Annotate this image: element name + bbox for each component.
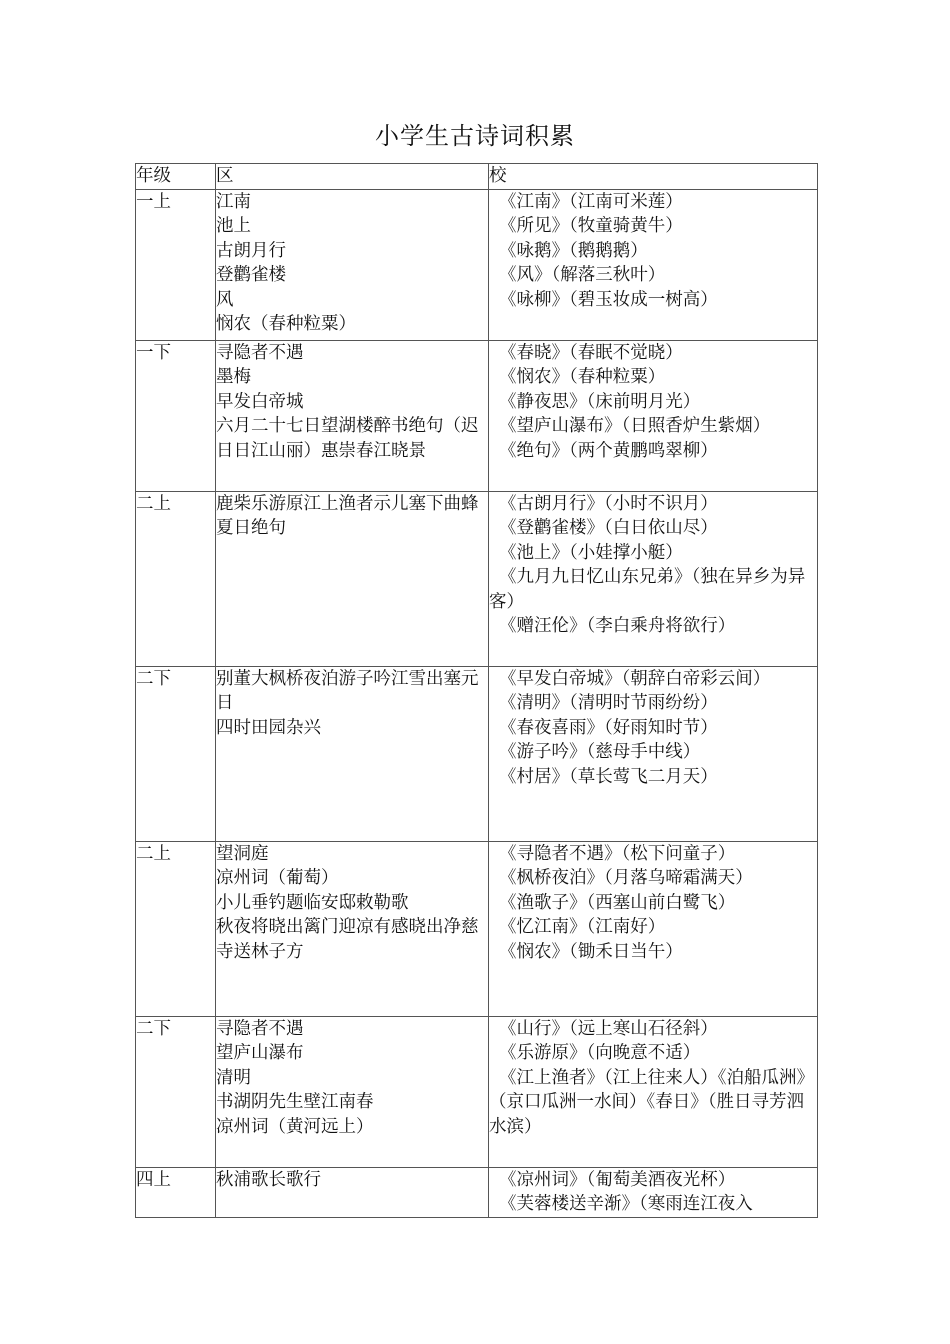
school-cell — [489, 841, 818, 1016]
district-cell — [216, 666, 489, 841]
school-poem: 《寻隐者不遇》（松下问童子） — [499, 843, 736, 864]
school-poem: 《山行》（远上寒山石径斜） — [499, 1018, 718, 1039]
school-poem: 《九月九日忆山东兄弟》（独在异乡为异客） — [489, 567, 806, 612]
district-poem: 秋浦歌长歌行 — [216, 1169, 321, 1190]
district-poem: 江南 — [216, 191, 251, 212]
table-row — [136, 666, 818, 841]
school-poem: 《江上渔者》（江上往来人）《泊船瓜洲》（京口瓜洲一水间）《春日》（胜日寻芳泗水滨） — [489, 1067, 814, 1137]
district-poem: 登鹳雀楼 — [216, 265, 286, 285]
district-poem: 小儿垂钓题临安邸敕勒歌 — [216, 892, 409, 913]
school-cell — [489, 666, 818, 841]
school-poem: 《悯农》（春种粒粟） — [499, 367, 666, 387]
school-poem: 《登鹳雀楼》（白日依山尽） — [499, 518, 718, 538]
school-cell — [489, 340, 818, 491]
grade-cell: 一下 — [136, 340, 216, 491]
school-poem: 《赠汪伦》（李白乘舟将欲行） — [499, 616, 736, 636]
district-poem: 六月二十七日望湖楼醉书绝句（迟日日江山丽）惠崇春江晓景 — [216, 416, 479, 461]
school-poem: 《古朗月行》（小时不识月） — [499, 493, 718, 514]
school-poem: 《江南》（江南可米莲） — [499, 191, 683, 212]
district-poem: 寻隐者不遇 — [216, 342, 304, 363]
grade-cell: 二上 — [136, 841, 216, 1016]
district-cell — [216, 189, 489, 340]
school-poem: 《村居》（草长莺飞二月天） — [499, 766, 718, 787]
district-poem: 古朗月行 — [216, 240, 286, 261]
school-poem: 《乐游原》（向晚意不适） — [499, 1043, 701, 1063]
school-poem: 《渔歌子》（西塞山前白鹭飞） — [499, 892, 736, 913]
school-poem: 《风》（解落三秋叶） — [499, 265, 666, 285]
school-poem: 《春夜喜雨》（好雨知时节） — [499, 717, 718, 738]
table-header-row — [136, 164, 818, 190]
school-poem: 《游子吟》（慈母手中线） — [499, 742, 701, 762]
grade-cell: 二下 — [136, 1016, 216, 1167]
school-poem: 《早发白帝城》（朝辞白帝彩云间） — [499, 668, 771, 689]
district-cell — [216, 491, 489, 666]
district-poem: 早发白帝城 — [216, 391, 304, 412]
school-poem: 《绝句》（两个黄鹏鸣翠柳） — [499, 440, 718, 461]
district-poem: 凉州词（葡萄） — [216, 868, 339, 888]
page-title: 小学生古诗词积累 — [375, 122, 575, 150]
school-poem: 《悯农》（锄禾日当午） — [499, 941, 683, 962]
school-cell — [489, 491, 818, 666]
poem-table — [135, 163, 818, 1218]
grade-cell: 二下 — [136, 666, 216, 841]
district-poem: 望洞庭 — [216, 843, 269, 864]
district-poem: 寻隐者不遇 — [216, 1018, 304, 1039]
district-poem: 墨梅 — [216, 367, 251, 387]
header-school: 校 — [489, 164, 818, 190]
district-cell — [216, 1167, 489, 1217]
district-poem: 夏日绝句 — [216, 518, 286, 538]
district-poem: 池上 — [216, 216, 251, 236]
district-poem: 凉州词（黄河远上） — [216, 1116, 374, 1137]
header-district: 区 — [216, 164, 489, 190]
school-poem: 《忆江南》（江南好） — [499, 917, 666, 937]
grade-cell: 一上 — [136, 189, 216, 340]
district-cell — [216, 841, 489, 1016]
table-row — [136, 340, 818, 491]
school-poem: 《枫桥夜泊》（月落乌啼霜满天） — [499, 868, 753, 888]
school-poem: 《静夜思》（床前明月光） — [499, 391, 701, 412]
table-row — [136, 1016, 818, 1167]
grade-cell: 四上 — [136, 1167, 216, 1217]
district-poem: 秋夜将晓出篱门迎凉有感晓出净慈寺送林子方 — [216, 917, 479, 962]
district-poem: 别董大枫桥夜泊游子吟江雪出塞元日 — [216, 668, 479, 713]
school-cell — [489, 1016, 818, 1167]
school-poem: 《芙蓉楼送辛渐》（寒雨连江夜入 — [499, 1194, 753, 1214]
school-poem: 《春晓》（春眠不觉晓） — [499, 342, 683, 363]
district-poem: 望庐山瀑布 — [216, 1043, 304, 1063]
table-row — [136, 189, 818, 340]
district-poem: 鹿柴乐游原江上渔者示儿塞下曲蜂 — [216, 493, 479, 514]
district-poem: 风 — [216, 289, 234, 310]
school-poem: 《望庐山瀑布》（日照香炉生紫烟） — [499, 416, 771, 436]
school-cell — [489, 189, 818, 340]
table-row — [136, 491, 818, 666]
school-poem: 《咏柳》（碧玉妆成一树高） — [499, 289, 718, 310]
district-poem: 书湖阴先生壁江南春 — [216, 1092, 374, 1112]
district-poem: 四时田园杂兴 — [216, 717, 321, 738]
district-poem: 清明 — [216, 1067, 251, 1088]
school-cell — [489, 1167, 818, 1217]
grade-cell: 二上 — [136, 491, 216, 666]
school-poem: 《凉州词》（匍萄美酒夜光杯） — [499, 1169, 736, 1190]
district-poem: 悯农（春种粒粟） — [216, 314, 356, 334]
table-row — [136, 1167, 818, 1217]
school-poem: 《池上》（小娃撑小艇） — [499, 542, 683, 563]
header-grade: 年级 — [136, 164, 216, 190]
school-poem: 《清明》（清明时节雨纷纷） — [499, 693, 718, 713]
district-cell — [216, 1016, 489, 1167]
table-row — [136, 841, 818, 1016]
school-poem: 《所见》（牧童骑黄牛） — [499, 216, 683, 236]
school-poem: 《咏鹅》（鹅鹅鹅） — [499, 240, 648, 261]
district-cell — [216, 340, 489, 491]
